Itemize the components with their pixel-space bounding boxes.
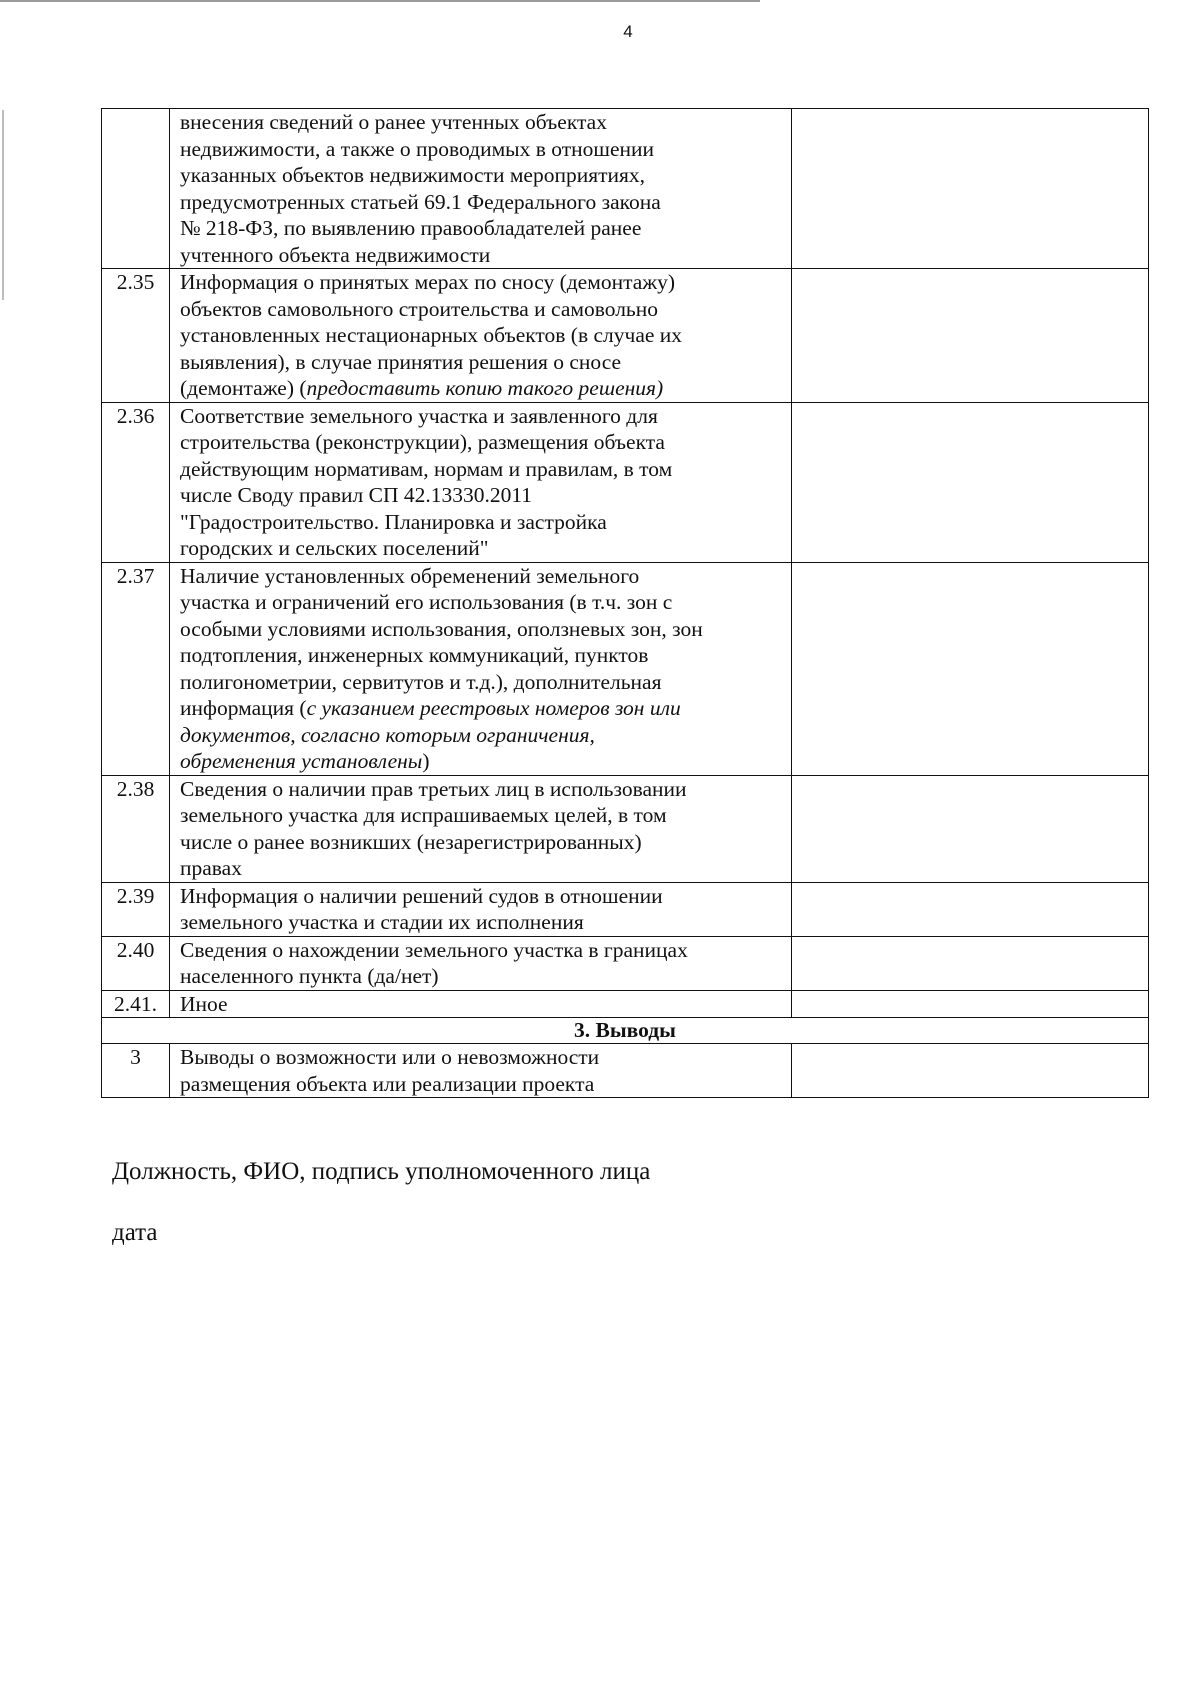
description-italic-text: предоставить копию такого решения) — [306, 376, 664, 400]
row-description-cell — [170, 562, 792, 775]
section-title: 3. Выводы — [102, 1018, 1149, 1044]
row-answer-cell — [792, 1044, 1149, 1098]
row-answer-cell — [792, 562, 1149, 775]
table-row-3 — [102, 1044, 1149, 1098]
description-line: подтопления, инженерных коммуникаций, пунктов — [180, 643, 649, 667]
table-row-2-40 — [102, 936, 1149, 990]
description-line: населенного пункта (да/нет) — [180, 964, 439, 988]
description-italic-text: обременения установлены — [180, 749, 423, 773]
form-table — [101, 108, 1149, 1098]
description-line: выявления), в случае принятия решения о сносе — [180, 349, 622, 374]
description-line: Сведения о наличии прав третьих лиц в использовании — [180, 776, 687, 801]
description-line: Информация о принятых мерах по сносу (демонтажу) — [180, 270, 676, 294]
page-number: 4 — [623, 22, 633, 41]
row-description-cell — [170, 269, 792, 403]
description-line: числе Своду правил СП 42.13330.2011 — [180, 483, 533, 507]
row-description-cell — [170, 109, 792, 269]
description-line: учтенного объекта недвижимости — [180, 242, 491, 267]
row-answer-cell — [792, 402, 1149, 562]
description-line: Наличие установленных обременений земельного — [180, 563, 640, 588]
row-number: 2.41. — [102, 990, 170, 1018]
description-text: информация ( — [180, 696, 307, 720]
description-line: недвижимости, а также о проводимых в отношении — [180, 136, 655, 161]
table-row-2-37 — [102, 562, 1149, 775]
row-number: 2.38 — [102, 775, 170, 882]
description-line: внесения сведений о ранее учтенных объектах — [180, 110, 607, 134]
description-line-mixed — [180, 695, 787, 722]
description-line: Информация о наличии решений судов в отношении — [180, 883, 663, 908]
description-text: (демонтаже) ( — [180, 376, 307, 400]
description-line: Соответствие земельного участка и заявленного для — [180, 403, 658, 428]
description-line: числе о ранее возникших (незарегистрированных) — [180, 829, 642, 854]
row-number: 2.35 — [102, 269, 170, 403]
description-text: ) — [422, 749, 430, 773]
description-line: Сведения о нахождении земельного участка в границах — [180, 937, 688, 962]
table-row-2-39 — [102, 882, 1149, 936]
row-answer-cell — [792, 882, 1149, 936]
description-line: размещения объекта или реализации проекта — [180, 1071, 595, 1096]
description-line-mixed — [180, 375, 787, 402]
section-heading-row — [102, 1018, 1149, 1044]
description-line: земельного участка для испрашиваемых целей, в том — [180, 803, 667, 827]
description-line: особыми условиями использования, оползневых зон, зон — [180, 616, 703, 641]
description-line: Выводы о возможности или о невозможности — [180, 1045, 600, 1069]
row-number: 3 — [102, 1044, 170, 1098]
scan-border-left — [2, 110, 4, 300]
row-description-cell — [170, 775, 792, 882]
description-line: городских и сельских поселений" — [180, 536, 489, 560]
row-description-cell — [170, 1044, 792, 1098]
scan-border-top — [0, 0, 760, 2]
description-line: № 218-ФЗ, по выявлению правообладателей ранее — [180, 216, 642, 240]
description-line: строительства (реконструкции), размещения объекта — [180, 430, 665, 454]
row-answer-cell — [792, 936, 1149, 990]
description-line: земельного участка и стадии их исполнения — [180, 910, 584, 934]
description-line: Иное — [180, 991, 228, 1016]
description-line: объектов самовольного строительства и самовольно — [180, 296, 658, 321]
row-answer-cell — [792, 990, 1149, 1018]
table-row-2-36 — [102, 402, 1149, 562]
table-row-2-38 — [102, 775, 1149, 882]
row-answer-cell — [792, 269, 1149, 403]
description-italic-line: документов, согласно которым ограничения, — [180, 722, 595, 747]
row-description-cell — [170, 402, 792, 562]
row-number: 2.40 — [102, 936, 170, 990]
description-line: указанных объектов недвижимости мероприятиях, — [180, 163, 646, 187]
description-line: предусмотренных статьей 69.1 Федерального закона — [180, 189, 661, 214]
description-line: "Градостроительство. Планировка и застройка — [180, 509, 607, 534]
description-line: участка и ограничений его использования (в т.ч. зон с — [180, 590, 673, 614]
row-answer-cell — [792, 109, 1149, 269]
table-row-2-35 — [102, 269, 1149, 403]
row-number: 2.37 — [102, 562, 170, 775]
row-number-cell — [102, 109, 170, 269]
row-number: 2.36 — [102, 402, 170, 562]
description-line: правах — [180, 856, 242, 880]
description-line: установленных нестационарных объектов (в случае их — [180, 323, 683, 347]
row-answer-cell — [792, 775, 1149, 882]
table-row-2-41 — [102, 990, 1149, 1018]
description-line: действующим нормативам, нормам и правилам, в том — [180, 456, 673, 481]
description-italic-text: с указанием реестровых номеров зон или — [306, 696, 681, 720]
row-number: 2.39 — [102, 882, 170, 936]
description-line: полигонометрии, сервитутов и т.д.), дополнительная — [180, 669, 662, 694]
description-line-mixed — [180, 748, 787, 775]
signature-caption: Должность, ФИО, подпись уполномоченного лица — [112, 1158, 651, 1185]
row-description-cell — [170, 990, 792, 1018]
date-caption: дата — [112, 1219, 158, 1246]
row-description-cell — [170, 882, 792, 936]
row-description-cell — [170, 936, 792, 990]
table-row-continuation — [102, 109, 1149, 269]
